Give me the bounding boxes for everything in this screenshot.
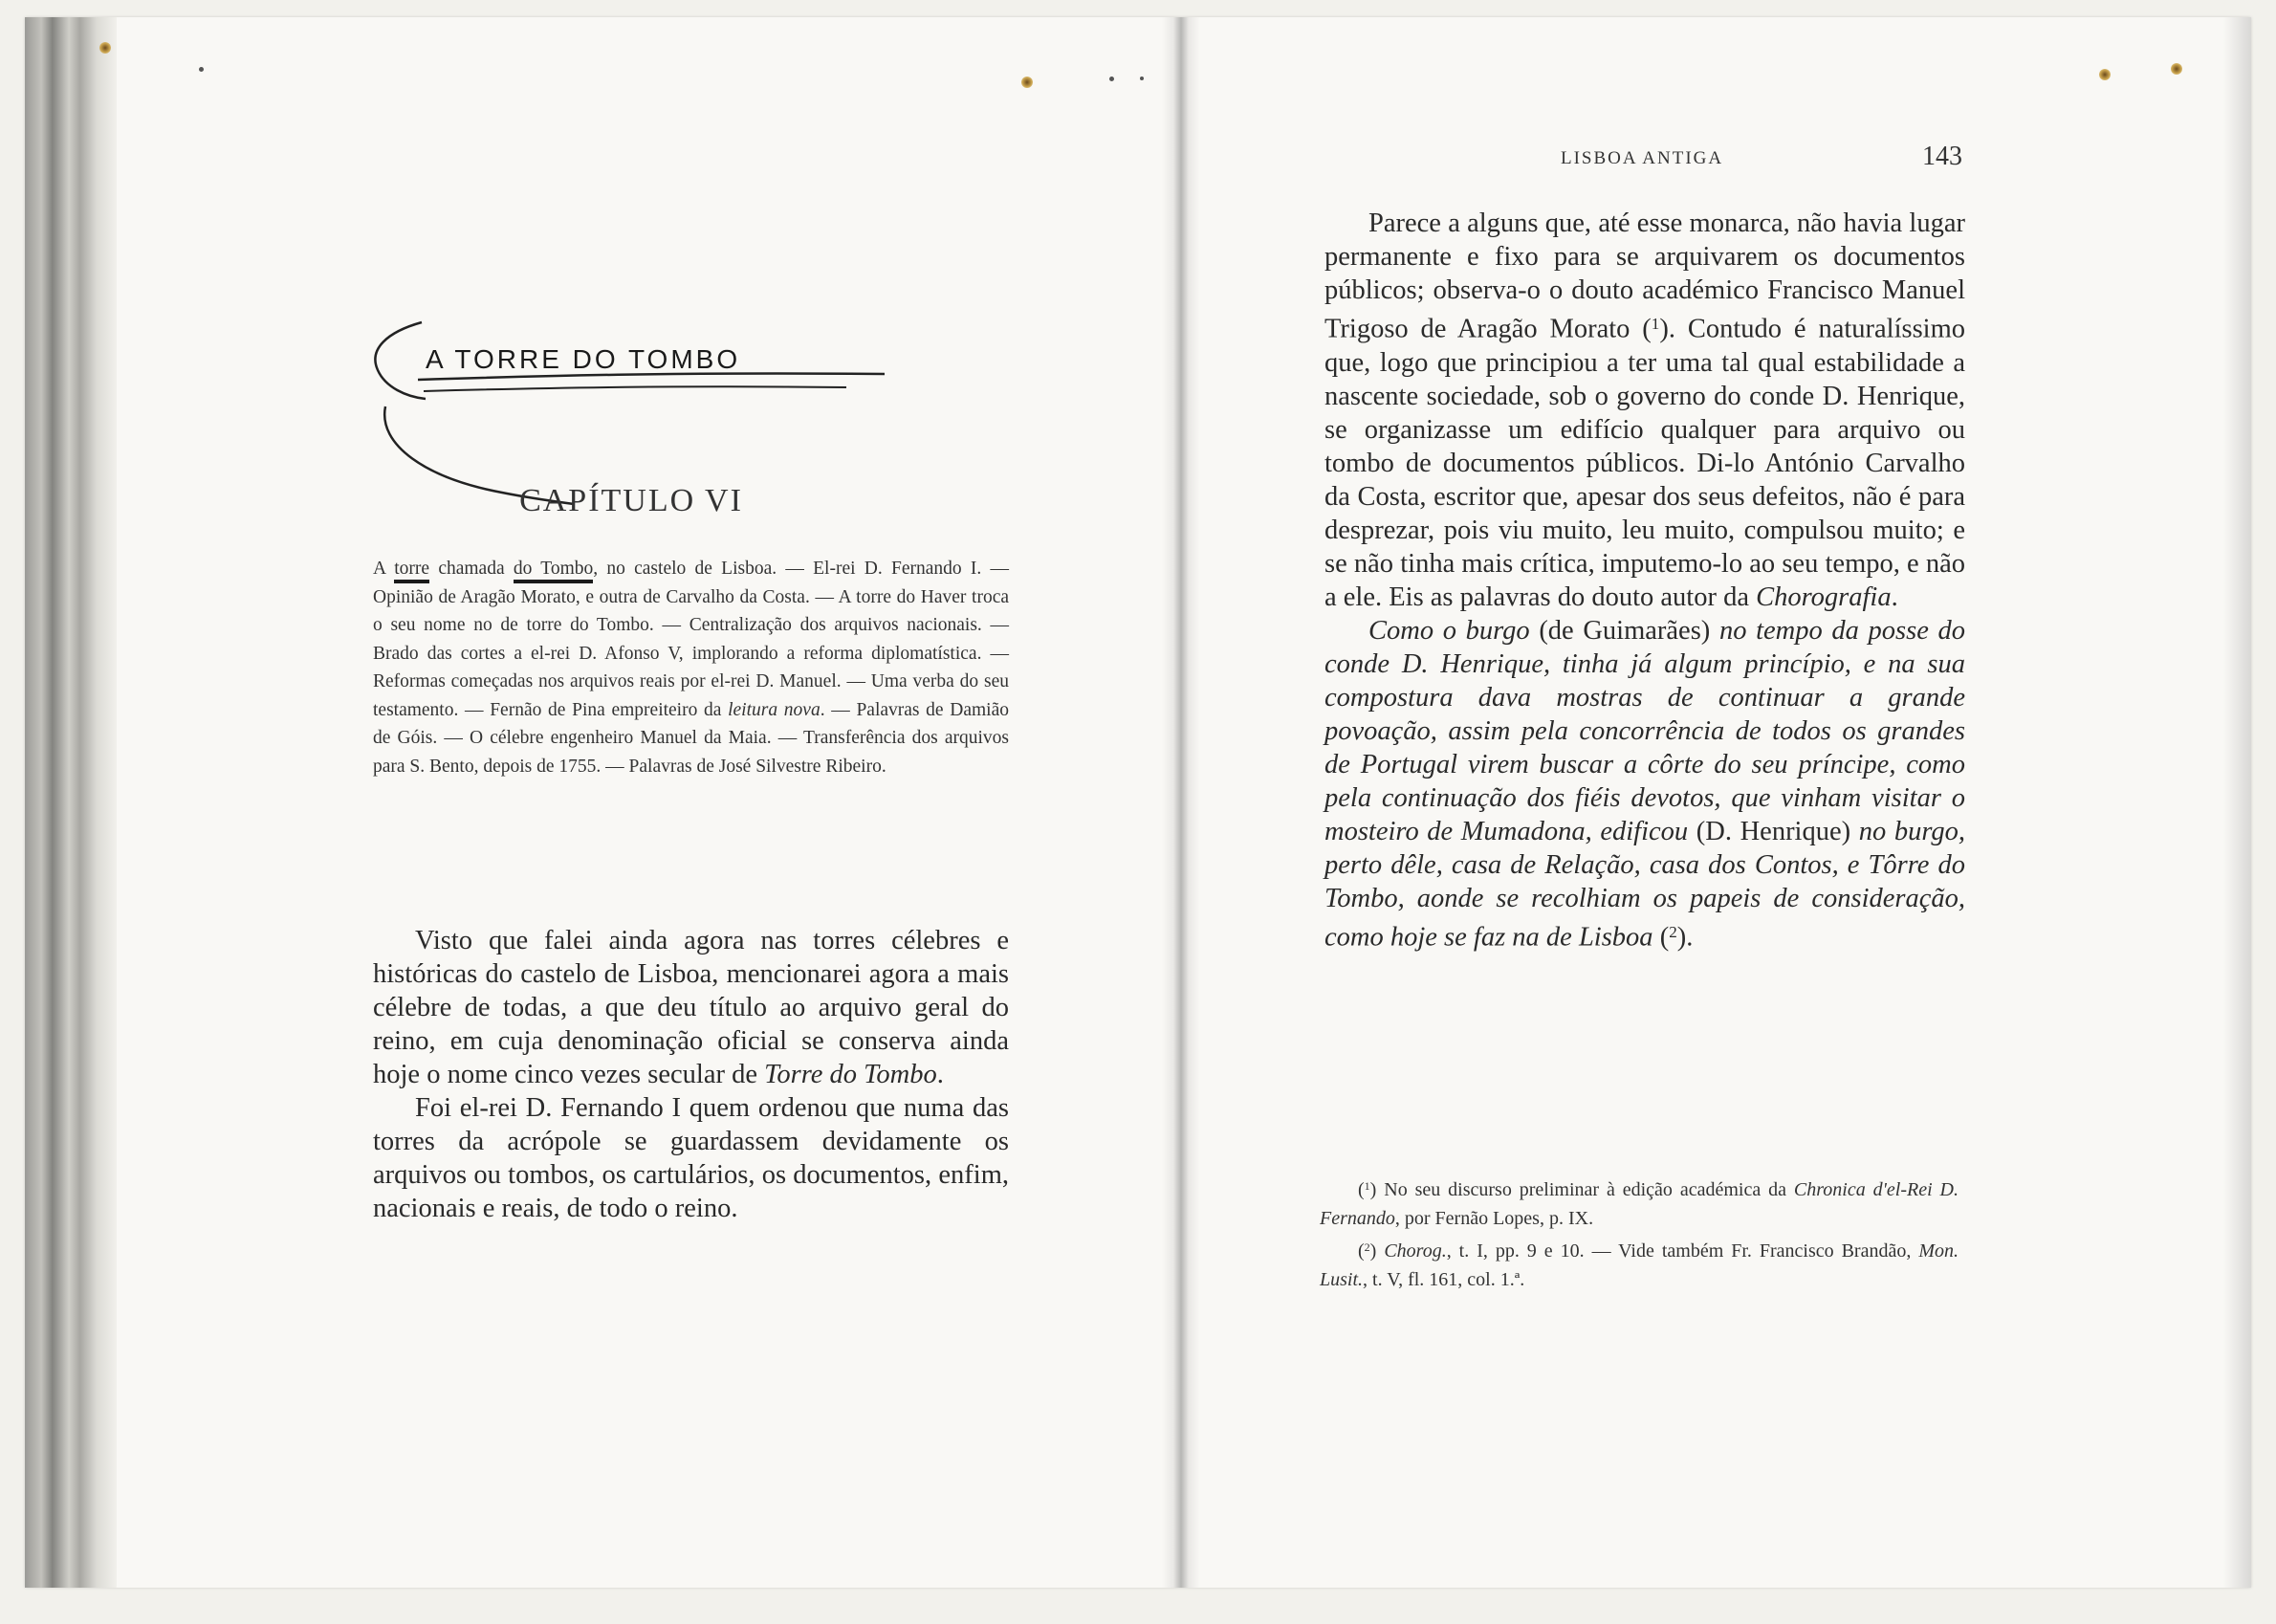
staple-hole: [1021, 77, 1033, 88]
paragraph-italic: Torre do Tombo: [764, 1060, 937, 1089]
footnote-text: , t. V, fl. 161, col. 1.ª.: [1363, 1269, 1525, 1290]
footnotes: [1320, 1172, 1959, 1294]
annotation-bracket: [375, 322, 426, 399]
quote-italic: no burgo, perto dêle, casa de Relação, casa dos Contos, e Tôrre do Tombo, aonde se recolhiam os papeis de consideração, como hoje se faz na de Lisboa: [1324, 816, 1966, 953]
page-edge-shadow: [2223, 17, 2251, 1588]
page-number: 143: [1922, 142, 1962, 171]
title-underline: [418, 373, 885, 380]
footnote-text: , t. I, pp. 9 e 10. — Vide também Fr. Francisco Brandão,: [1446, 1240, 1919, 1262]
handwritten-title: A TORRE DO TOMBO: [426, 344, 741, 374]
center-gutter: [1162, 17, 1200, 1588]
summary-text: A: [373, 559, 395, 579]
speck: [1109, 77, 1114, 81]
underlined-word: do Tombo: [514, 559, 593, 583]
quote-text: (de Guimarães): [1529, 615, 1719, 646]
summary-italic: leitura nova: [728, 699, 821, 720]
quote-italic: Como o burgo: [1368, 615, 1530, 646]
quote-text: (D. Henrique): [1688, 816, 1859, 846]
chapter-heading: CAPÍTULO VI: [519, 483, 743, 518]
footnote-mark: 2: [1364, 1240, 1370, 1254]
summary-text: , no castelo de Lisboa. — El-rei D. Fernando I. — Opinião de Aragão Morato, e outra de Carvalho da Costa. — A torre do Haver troca o seu nome no de torre do Tombo. — Centralização dos arquivos nacionais. — Brado das cortes a el-rei D. Afonso V, implorando a reforma diplomatística. — Reformas começadas nos arquivos reais por el-rei D. Manuel. — Uma verba do seu testamento. — Fernão de Pina empreiteiro da: [373, 559, 1009, 720]
paragraph-text: .: [1891, 582, 1898, 612]
quote-italic: no tempo da posse do conde D. Henrique, tinha já algum princípio, e na sua compostura dava mostras de continuar a grande povoação, assim pela concorrência de todos os grandes de Portugal virem buscar a côrte do seu príncipe, como pela continuação dos fiéis devotos, que vinham visitar o mosteiro de Mumadona, edificou: [1324, 615, 1965, 846]
paragraph-text: .: [936, 1060, 944, 1089]
summary-text: . — Palavras de Damião de Góis. — O célebre engenheiro Manuel da Maia. — Transferência dos arquivos para S. Bento, depois de 1755. — Palavras de José Silvestre Ribeiro.: [373, 699, 1009, 777]
speck: [1140, 77, 1144, 80]
footnote-text: , por Fernão Lopes, p. IX.: [1394, 1208, 1594, 1229]
paragraph-text: ). Contudo é naturalíssimo que, logo que principiou a ter uma tal qual estabilidade a nascente sociedade, sob o governo do conde D. Henrique, se organizasse um edifício qualquer para arquivo ou tombo de documentos públicos. Di-lo António Carvalho da Costa, escritor que, apesar dos seus defeitos, não é para desprezar, pois viu muito, leu muito, compulsou muito; e se não tinha mais crítica, imputemo-lo ao seu tempo, e não a ele. Eis as palavras do douto autor da: [1324, 314, 1966, 612]
paragraph: Foi el-rei D. Fernando I quem ordenou que numa das torres da acrópole se guardassem devidamente os arquivos ou tombos, os cartulários, os documentos, enfim, nacionais e reais, de todo o reino.: [373, 1093, 1009, 1223]
summary-text: chamada: [429, 559, 514, 579]
staple-hole: [99, 42, 111, 54]
underlined-word: torre: [394, 559, 429, 583]
footnote: ($^2$) Chorog., t. I, pp. 9 e 10. — Vide também Fr. Francisco Brandão, Mon. Lusit., t. V, fl. 161, col. 1.ª.: [1320, 1240, 1959, 1290]
footnote-ref: 1: [1651, 315, 1660, 333]
quote-text: ).: [1676, 922, 1694, 953]
footnote-italic: Mon. Lusit.: [1320, 1240, 1959, 1290]
running-head: LISBOA ANTIGA: [1561, 148, 1724, 168]
paragraph-italic: Chorografia: [1756, 582, 1892, 612]
footnote: ($^1$) No seu discurso preliminar à edição académica da Chronica d'el-Rei D. Fernando, por Fernão Lopes, p. IX.: [1320, 1179, 1959, 1229]
staple-hole: [2171, 63, 2182, 75]
title-underline: [424, 386, 846, 391]
quotation: [1324, 614, 1965, 955]
footnote-italic: Chorog.: [1384, 1240, 1447, 1262]
paragraph-text: Parece a alguns que, até esse monarca, não havia lugar permanente e fixo para se arquivarem os documentos públicos; observa-o o douto académico Francisco Manuel Trigoso de Aragão Morato (: [1324, 208, 1965, 344]
footnote-mark: 1: [1364, 1179, 1370, 1193]
chapter-summary: [373, 555, 1009, 780]
paragraph-text: Visto que falei ainda agora nas torres célebres e históricas do castelo de Lisboa, mencionarei agora a mais célebre de todas, a que deu título ao arquivo geral do reino, em cuja denominação oficial se conserva ainda hoje o nome cinco vezes secular de: [373, 926, 1009, 1089]
left-body-text: [373, 924, 1009, 1225]
footnote-text: No seu discurso preliminar à edição académica da: [1376, 1179, 1794, 1200]
speck: [199, 67, 204, 72]
paragraph: [1324, 207, 1965, 614]
footnote-ref: 2: [1669, 922, 1677, 941]
paragraph: [373, 924, 1009, 1091]
right-body-text: [1324, 207, 1965, 954]
binding-shadow: [25, 17, 117, 1588]
staple-hole: [2099, 69, 2111, 80]
footnote-italic: Chronica d'el-Rei D. Fernando: [1320, 1179, 1959, 1229]
quote-text: (: [1652, 922, 1670, 953]
